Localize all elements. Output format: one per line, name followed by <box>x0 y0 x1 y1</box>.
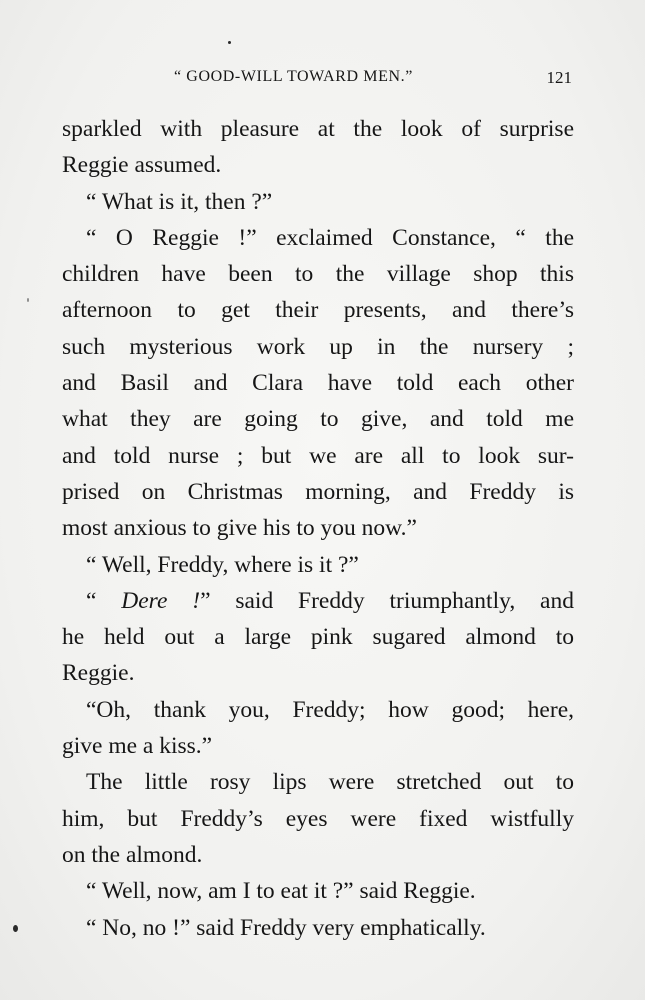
paper-speck <box>27 298 29 302</box>
text-line: sparkled with pleasure at the look of surprise <box>62 116 574 142</box>
paper-speck <box>228 41 231 44</box>
text-line: “ No, no !” said Freddy very emphatically. <box>86 914 486 941</box>
text-line: “ O Reggie !” exclaimed Constance, “ the <box>86 224 574 251</box>
text-line: what they are going to give, and told me <box>62 406 574 433</box>
text-line: most anxious to give his to you now.” <box>62 515 417 542</box>
text-line: Reggie assumed. <box>62 152 222 179</box>
text-line: “ Dere !” said Freddy triumphantly, and <box>86 587 574 614</box>
text-line: such mysterious work up in the nursery ; <box>62 333 574 360</box>
text-line: afternoon to get their presents, and there’s <box>62 297 574 324</box>
text-line: him, but Freddy’s eyes were fixed wistfully <box>62 805 574 832</box>
text-line: The little rosy lips were stretched out to <box>86 769 574 796</box>
text-line: on the almond. <box>62 841 203 868</box>
text-line: Reggie. <box>62 660 135 687</box>
text-line: and Basil and Clara have told each other <box>62 370 574 397</box>
page-number: 121 <box>546 68 572 87</box>
text-line: “ Well, now, am I to eat it ?” said Reggie. <box>86 878 476 905</box>
text-line: children have been to the village shop this <box>62 261 574 288</box>
text-line: prised on Christmas morning, and Freddy is <box>62 478 574 505</box>
text-line: and told nurse ; but we are all to look sur- <box>62 442 574 469</box>
text-line: “ Well, Freddy, where is it ?” <box>86 551 359 578</box>
text-line: he held out a large pink sugared almond to <box>62 624 574 651</box>
page-header <box>62 68 572 92</box>
text-line: “Oh, thank you, Freddy; how good; here, <box>86 696 574 723</box>
running-head: “ GOOD-WILL TOWARD MEN.” <box>174 68 413 85</box>
paper-speck <box>13 925 18 932</box>
text-line: “ What is it, then ?” <box>86 188 273 215</box>
text-line: give me a kiss.” <box>62 733 213 760</box>
body-text <box>62 111 574 946</box>
